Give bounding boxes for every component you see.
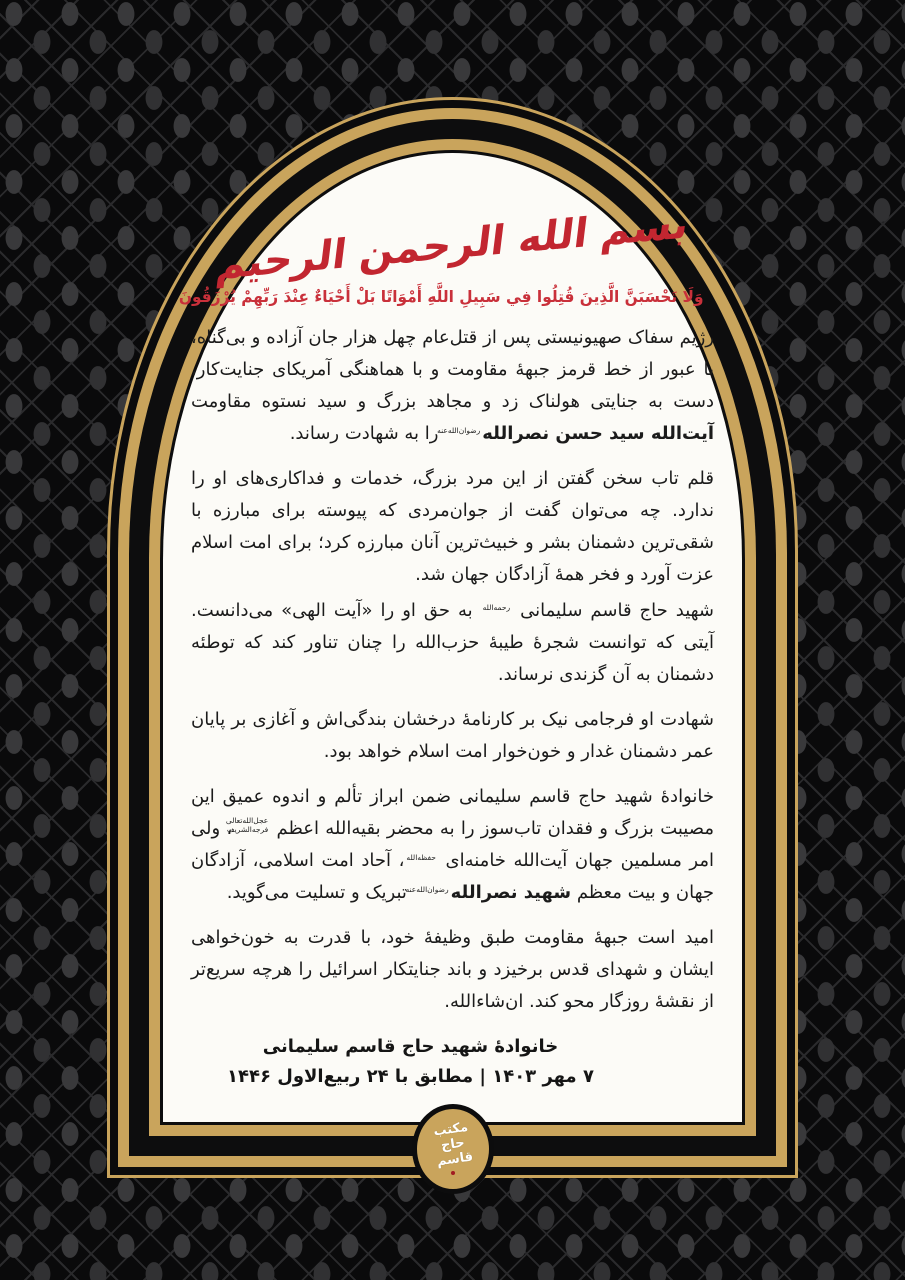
quran-verse: وَلَا تَحْسَبَنَّ الَّذِينَ قُتِلُوا فِي سَبِيلِ اللَّهِ أَمْوَاتًا بَلْ أَحْيَاءٌ عِنْدَ رَبِّهِمْ يُرْزَقُونَ (178, 287, 704, 306)
paragraph-5 (191, 781, 714, 909)
frame-outer-gold-line (107, 97, 798, 1178)
frame-inner-black-line (160, 150, 745, 1125)
paragraph-5-text-d: تبریک و تسلیت می‌گوید. (226, 882, 413, 903)
paragraph-3-text: شهید حاج قاسم سلیمانی (512, 600, 715, 621)
nasrallah-name-bold: آیت‌الله سید حسن نصرالله (482, 423, 714, 444)
paragraph-1 (191, 322, 714, 450)
statement-panel (163, 153, 742, 1122)
frame-gold-band-inner (149, 139, 756, 1136)
honorific-nasrallah-2: رضوان‌الله‌عنه (405, 884, 449, 894)
signature-date: ۷ مهر ۱۴۰۳ | مطابق با ۲۴ ربیع‌الاول ۱۴۴۶ (227, 1066, 594, 1087)
paragraph-3-text-end: به حق او را «آیت الهی» می‌دانست. آیتی که توانست شجرۀ طیبۀ حزب‌الله را چنان تناور کند که توطئه دشمنان به آن گزندی نرساند. (191, 600, 714, 685)
paragraph-1-text: رژیم سفاک صهیونیستی پس از قتل‌عام چهل هزار جان آزاده و بی‌گناه، با عبور از خط قرمز جبهۀ مقاومت و با هماهنگی آمریکای جنایت‌کار، دست به جنایتی هولناک زد و مجاهد بزرگ و سید نستوه مقاومت (191, 327, 714, 412)
paragraph-2: قلم تاب سخن گفتن از این مرد بزرگ، خدمات و فداکاری‌های او را ندارد. چه می‌توان گفت از جوان‌مردی که پیوسته برای مبارزه با شقی‌ترین دشمنان بشر و خبیث‌ترین آنان مبارزه کرد؛ برای امت اسلام عزت آورد و فخر همۀ آزادگان جهان شد. (191, 468, 714, 585)
frame-gold-band-outer (118, 108, 787, 1167)
maktab-haj-qasem-seal (412, 1104, 494, 1194)
honorific-nasrallah: رضوان‌الله‌عنه (437, 425, 481, 435)
paragraph-4: شهادت او فرجامی نیک بر کارنامۀ درخشان بندگی‌اش و آغازی بر پایان عمر دشمنان غدار و خون‌خوار امت اسلام خواهد بود. (191, 709, 714, 762)
bismillah-calligraphy: بسم الله الرحمن الرحیم (213, 201, 692, 289)
paragraph-5-text-c: ، آحاد امت اسلامی، آزادگان جهان و بیت معظم (191, 850, 714, 903)
paragraph-6: امید است جبهۀ مقاومت طبق وظیفۀ خود، با قدرت به خون‌خواهی ایشان و شهدای قدس برخیزد و باند جنایتکار اسرائیل را هرچه سریع‌تر از نقشۀ روزگار محو کند. ان‌شاءالله. (191, 927, 714, 1012)
paragraph-5-text-b: ، ولی امر مسلمین جهان آیت‌الله خامنه‌ای (191, 818, 715, 871)
paragraph-3 (191, 595, 714, 691)
signature-block (191, 1032, 594, 1092)
seal-calligraphy: مکتب حاج قاسم (432, 1119, 474, 1170)
paragraph-1-text-end: را به شهادت رساند. (289, 423, 445, 444)
paragraph-5-text-a: خانوادۀ شهید حاج قاسم سلیمانی ضمن ابراز تألم و اندوه عمیق این مصیبت بزرگ و فقدان تاب‌سوز را به محضر بقیه‌الله اعظم (191, 786, 714, 839)
arched-frame (107, 97, 798, 1178)
seal-red-dot-icon (451, 1171, 455, 1175)
signature-name: خانوادۀ شهید حاج قاسم سلیمانی (262, 1036, 559, 1057)
frame-black-band (129, 119, 776, 1156)
honorific-mahdi: عجل‌الله‌تعالی فرجه‌الشریف (225, 816, 269, 834)
honorific-soleimani: رحمه‌الله (482, 602, 511, 612)
honorific-khamenei: حفظه‌الله (406, 852, 436, 862)
shahid-nasrallah-bold: شهید نصرالله (450, 882, 572, 903)
quran-verse-wrap (178, 287, 714, 306)
